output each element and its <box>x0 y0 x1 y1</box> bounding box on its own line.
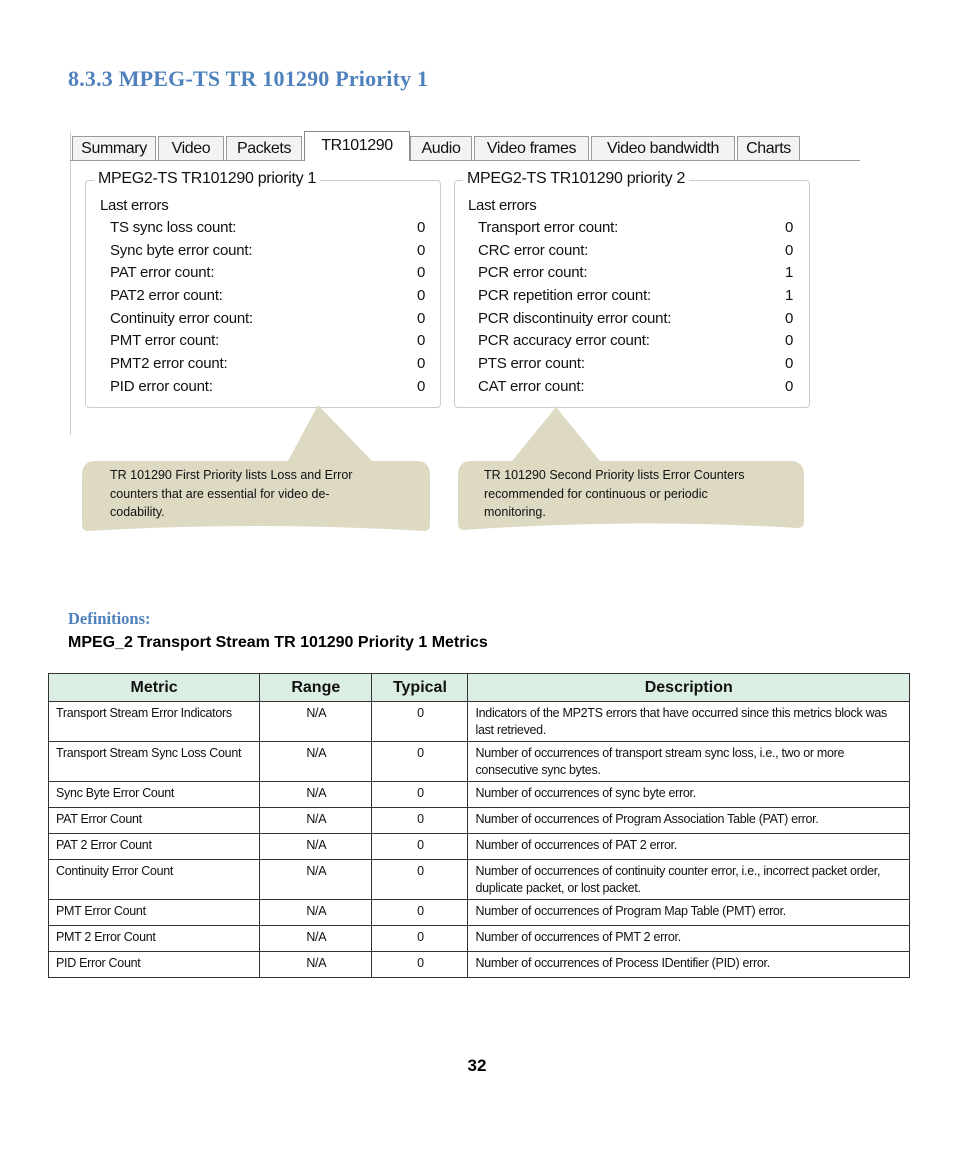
table-row <box>49 702 910 742</box>
p2-row-label: PCR repetition error count: <box>478 287 652 304</box>
p2-row-label: PCR accuracy error count: <box>478 332 650 349</box>
cell-description: Number of occurrences of sync byte error. <box>468 782 910 808</box>
p1-row-value: 0 <box>417 378 426 395</box>
metrics-table <box>48 673 910 978</box>
cell-metric: PAT Error Count <box>49 808 260 834</box>
p1-row-label: Continuity error count: <box>110 310 253 327</box>
cell-metric: PID Error Count <box>49 952 260 978</box>
tab-video-frames[interactable]: Video frames <box>474 136 589 160</box>
table-row <box>49 834 910 860</box>
table-row <box>49 860 910 900</box>
p2-row-value: 0 <box>785 332 794 349</box>
cell-metric: Continuity Error Count <box>49 860 260 900</box>
p2-row-label: Transport error count: <box>478 219 619 236</box>
cell-typical: 0 <box>372 808 468 834</box>
callout-line: TR 101290 First Priority lists Loss and Error <box>110 468 353 482</box>
cell-range: N/A <box>260 900 372 926</box>
priority1-subtitle: Last errors <box>100 197 169 214</box>
header-typical: Typical <box>372 674 468 702</box>
callout-line: counters that are essential for video de- <box>110 486 330 501</box>
p2-row-value: 0 <box>785 378 794 395</box>
p1-row-value: 0 <box>417 242 426 259</box>
table-header-row <box>49 674 910 702</box>
cell-description: Number of occurrences of PMT 2 error. <box>468 926 910 952</box>
callout-line: TR 101290 Second Priority lists Error Counters <box>484 468 745 482</box>
header-range: Range <box>260 674 372 702</box>
cell-description: Number of occurrences of PAT 2 error. <box>468 834 910 860</box>
p1-row-label: PMT2 error count: <box>110 355 228 372</box>
cell-metric: PMT 2 Error Count <box>49 926 260 952</box>
p2-row-label: CAT error count: <box>478 378 585 395</box>
cell-description: Number of occurrences of Process IDentifier (PID) error. <box>468 952 910 978</box>
table-row <box>49 952 910 978</box>
table-row <box>49 926 910 952</box>
p2-row-value: 1 <box>785 264 794 281</box>
callout-line: recommended for continuous or periodic <box>484 486 708 501</box>
cell-description: Number of occurrences of transport stream sync loss, i.e., two or more consecutive sync bytes. <box>468 742 910 782</box>
cell-range: N/A <box>260 742 372 782</box>
tab-charts[interactable]: Charts <box>737 136 800 160</box>
header-description: Description <box>468 674 910 702</box>
p1-row-value: 0 <box>417 332 426 349</box>
p2-row-label: PCR error count: <box>478 264 588 281</box>
cell-metric: PMT Error Count <box>49 900 260 926</box>
callout-line: codability. <box>110 505 165 519</box>
cell-metric: Transport Stream Sync Loss Count <box>49 742 260 782</box>
cell-description: Number of occurrences of Program Association Table (PAT) error. <box>468 808 910 834</box>
page-number: 32 <box>467 1056 487 1075</box>
cell-typical: 0 <box>372 952 468 978</box>
cell-description: Indicators of the MP2TS errors that have occurred since this metrics block was last retrieved. <box>468 702 910 742</box>
cell-range: N/A <box>260 860 372 900</box>
tab-video[interactable]: Video <box>158 136 224 160</box>
p1-row-label: PAT2 error count: <box>110 287 223 304</box>
table-title: MPEG_2 Transport Stream TR 101290 Priority 1 Metrics <box>68 634 488 651</box>
cell-description: Number of occurrences of continuity counter error, i.e., incorrect packet order, duplicate packet, or lost packet. <box>468 860 910 900</box>
left-callout-text <box>110 466 352 522</box>
cell-typical: 0 <box>372 702 468 742</box>
p1-row-value: 0 <box>417 287 426 304</box>
p2-row-label: PCR discontinuity error count: <box>478 310 672 327</box>
definitions-heading: Definitions: <box>68 609 151 628</box>
p1-row-label: Sync byte error count: <box>110 242 253 259</box>
p2-row-label: PTS error count: <box>478 355 585 372</box>
p1-row-label: PAT error count: <box>110 264 215 281</box>
cell-range: N/A <box>260 926 372 952</box>
p2-row-value: 0 <box>785 310 794 327</box>
section-title: 8.3.3 MPEG-TS TR 101290 Priority 1 <box>68 66 429 91</box>
cell-metric: Transport Stream Error Indicators <box>49 702 260 742</box>
cell-typical: 0 <box>372 782 468 808</box>
priority1-title: MPEG2-TS TR101290 priority 1 <box>94 170 320 188</box>
right-callout-text <box>484 466 745 522</box>
p2-row-label: CRC error count: <box>478 242 589 259</box>
p1-row-label: PMT error count: <box>110 332 220 349</box>
p2-row-value: 0 <box>785 219 794 236</box>
table-row <box>49 808 910 834</box>
tab-summary[interactable]: Summary <box>72 136 156 160</box>
tab-video-bandwidth[interactable]: Video bandwidth <box>591 136 735 160</box>
table-row <box>49 782 910 808</box>
p1-row-label: TS sync loss count: <box>110 219 237 236</box>
table-row <box>49 742 910 782</box>
priority2-title: MPEG2-TS TR101290 priority 2 <box>463 170 689 188</box>
callout-line: monitoring. <box>484 505 546 519</box>
p2-row-value: 0 <box>785 242 794 259</box>
cell-range: N/A <box>260 952 372 978</box>
tab-audio[interactable]: Audio <box>410 136 472 160</box>
cell-typical: 0 <box>372 900 468 926</box>
p1-row-value: 0 <box>417 264 426 281</box>
cell-typical: 0 <box>372 860 468 900</box>
table-row <box>49 900 910 926</box>
p1-row-value: 0 <box>417 355 426 372</box>
p1-row-label: PID error count: <box>110 378 213 395</box>
cell-typical: 0 <box>372 742 468 782</box>
p2-row-value: 1 <box>785 287 794 304</box>
tab-tr101290[interactable]: TR101290 <box>304 131 410 161</box>
priority2-subtitle: Last errors <box>468 197 537 214</box>
tab-packets[interactable]: Packets <box>226 136 302 160</box>
cell-range: N/A <box>260 834 372 860</box>
cell-metric: PAT 2 Error Count <box>49 834 260 860</box>
header-metric: Metric <box>49 674 260 702</box>
cell-typical: 0 <box>372 926 468 952</box>
cell-range: N/A <box>260 808 372 834</box>
p1-row-value: 0 <box>417 310 426 327</box>
p2-row-value: 0 <box>785 355 794 372</box>
cell-typical: 0 <box>372 834 468 860</box>
cell-description: Number of occurrences of Program Map Table (PMT) error. <box>468 900 910 926</box>
cell-metric: Sync Byte Error Count <box>49 782 260 808</box>
cell-range: N/A <box>260 702 372 742</box>
cell-range: N/A <box>260 782 372 808</box>
p1-row-value: 0 <box>417 219 426 236</box>
